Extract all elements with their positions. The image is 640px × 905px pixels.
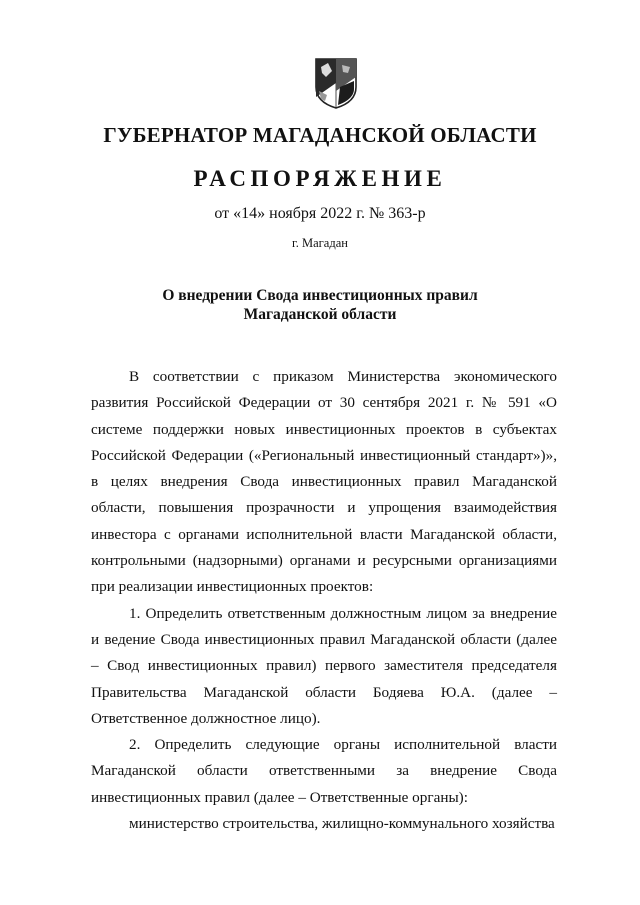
document-body <box>91 364 557 837</box>
subject-line-1: О внедрении Свода инвестиционных правил <box>162 287 478 304</box>
document-date-number: от «14» ноября 2022 г. № 363-р <box>214 205 426 222</box>
body-paragraph-preamble: В соответствии с приказом Министерства экономического развития Российской Федерации от 30 сентября 2021 г. № 591 «О системе поддержки новых инвестиционных проектов в субъектах Российской Федерации («Региональный инвестиционный стандарт»)», в целях внедрения Свода инвестиционных правил Магаданской области, повышения прозрачности и упрощения взаимодействия инвестора с органами исполнительной власти Магаданской области, контрольными (надзорными) органами и ресурсными организациями при реализации инвестиционных проектов: <box>91 368 557 596</box>
issuer-title: ГУБЕРНАТОР МАГАДАНСКОЙ ОБЛАСТИ <box>103 123 537 147</box>
body-paragraph-item-1: 1. Определить ответственным должностным лицом за внедрение и ведение Свода инвестиционных правил Магаданской области (далее – Свод инвестиционных правил) первого заместителя председателя Правительства Магаданской области Бодяева Ю.А. (далее – Ответственное должностное лицо). <box>91 604 557 727</box>
document-city: г. Магадан <box>292 236 348 250</box>
coat-of-arms-icon <box>313 57 359 109</box>
body-paragraph-continuation: министерство строительства, жилищно-коммунального хозяйства <box>129 815 555 833</box>
document-subject <box>0 286 640 324</box>
document-type: РАСПОРЯЖЕНИЕ <box>193 166 447 191</box>
body-paragraph-item-2: 2. Определить следующие органы исполнительной власти Магаданской области ответственными за внедрение Свода инвестиционных правил (далее – Ответственные органы): <box>91 736 557 806</box>
subject-line-2: Магаданской области <box>243 306 397 323</box>
